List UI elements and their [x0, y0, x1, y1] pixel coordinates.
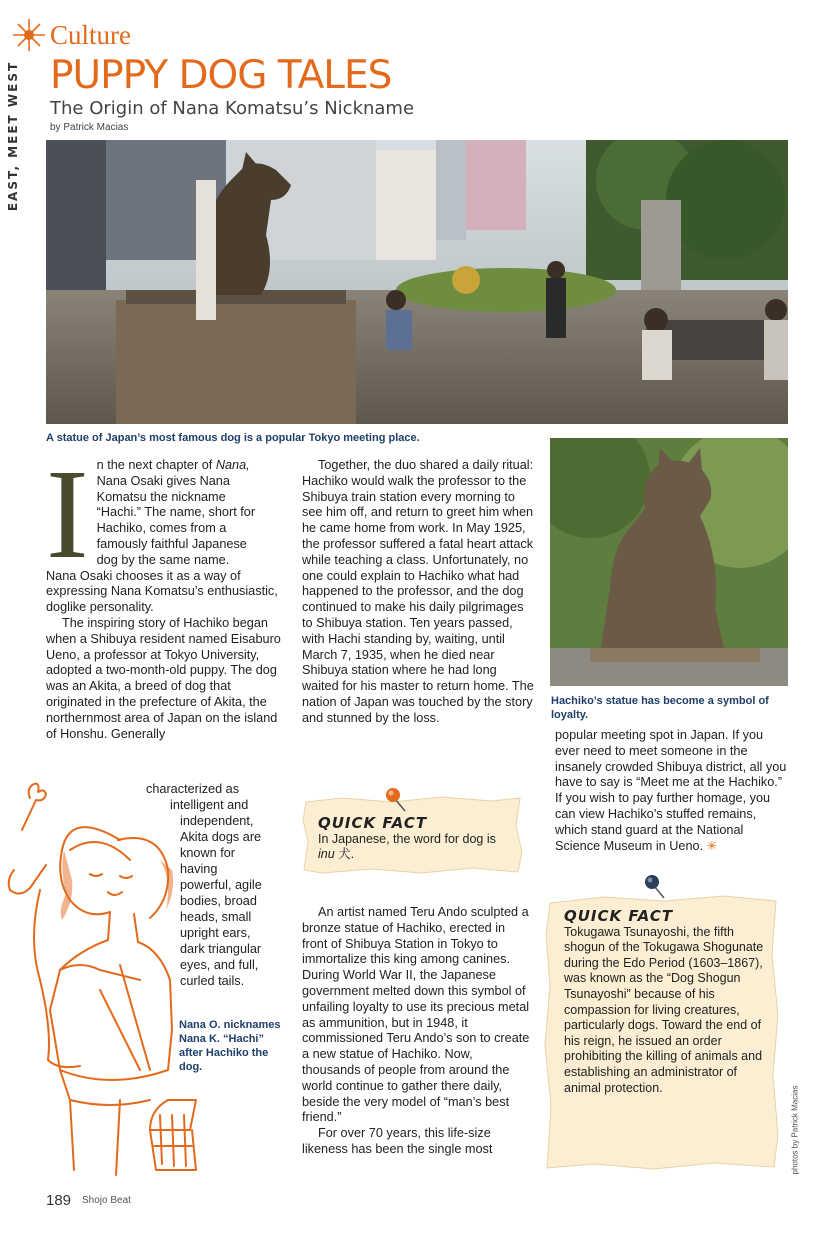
side-photo-hachiko-statue — [550, 438, 788, 686]
wrapped-line: Akita dogs are — [180, 830, 262, 844]
page-number: 189 — [46, 1192, 72, 1209]
section-label: Culture — [50, 19, 131, 50]
paragraph: Together, the duo shared a daily ritual: Hachiko would walk the professor to the Shibuya train station every morning to see him off, and return to greet him when he came home from work. In May 1925, the professor suffered a fatal heart attack while teaching a class. Unfortunately, no one could explain to Hachiko what had happened to the professor, and the dog continued to make his daily pilgrimages to Shibuya station. Ten years passed, with Hachi standing by, waiting, until March 7, 1935, when he died near Shibuya station where he had long waited for his master to return home. The nation of Japan was touched by the story and stunned by the loss. — [302, 458, 534, 725]
wrapped-line: characterized as — [146, 782, 240, 796]
wrapped-line: dark triangular — [180, 942, 262, 956]
sun-end-icon: ✳ — [706, 838, 718, 853]
article-column-1 — [46, 443, 282, 742]
wrapped-line: bodies, broad — [180, 894, 257, 908]
quick-fact-text: Tokugawa Tsunayoshi, the fifth shogun of the Tokugawa Shogunate during the Edo Period (1603–1867), was known as the “Dog Shogun Tsunayoshi” because of his compassion for living creatures, particularly dogs. Toward the end of his reign, he issued an order prohibiting the killing of animals and establishing an administrator of animal protection. — [564, 924, 764, 1095]
paragraph: An artist named Teru Ando sculpted a bronze statue of Hachiko, erected in front of Shibuya Station in Tokyo to immortalize this king among canines. During World War II, the Japanese government melted down this symbol of unfailing loyalty to use its precious metal as ammunition, but in 1948, it commissioned Teru Ando’s son to create a new statue of Hachiko. Now, thousands of people from around the world continue to gather there daily, beside the very model of “man’s best friend.” — [302, 905, 530, 1125]
magazine-name: Shojo Beat — [82, 1195, 131, 1206]
wrapped-line: eyes, and full, — [180, 958, 259, 972]
headline: PUPPY DOG TALES — [50, 53, 392, 98]
quick-fact-title: QUICK FACT — [564, 907, 674, 925]
article-column-2-continued — [302, 905, 534, 1158]
illustration-caption: Nana O. nicknames Nana K. “Hachi” after Hachiko the dog. — [179, 1019, 281, 1073]
side-photo-caption: Hachiko’s statue has become a symbol of loyalty. — [551, 695, 769, 721]
quick-fact-title: QUICK FACT — [318, 814, 428, 832]
paragraph: The inspiring story of Hachiko began when a Shibuya resident named Eisaburo Ueno, a professor at Tokyo University, adopted a two-month-old puppy. The dog was an Akita, a breed of dog that originated in the prefecture of Akita, the northernmost area of Japan on the island of Honshu. Generally — [46, 615, 281, 741]
wrapped-line: independent, — [180, 814, 254, 828]
quick-fact-text: In Japanese, the word for dog is inu 犬. — [318, 831, 496, 862]
wrapped-line: having — [180, 862, 218, 876]
wrapped-line: curled tails. — [180, 974, 245, 988]
intro-line-4: “Hachi.” The name, short for — [96, 505, 256, 520]
wrapped-line: known for — [180, 846, 236, 860]
intro-line-2: Nana Osaki gives Nana — [96, 473, 230, 488]
article-column-3 — [555, 728, 787, 854]
intro-line-7: dog by the same name. — [96, 552, 230, 567]
drop-cap: I — [46, 443, 89, 585]
section-header — [12, 18, 131, 52]
pushpin-icon — [642, 872, 670, 900]
wrapped-line: powerful, agile — [180, 878, 262, 892]
paragraph: Nana Osaki chooses it as a way of expressing Nana Komatsu’s enthusiastic, doglike personality. — [46, 568, 278, 615]
quick-fact-box — [544, 895, 780, 1170]
main-photo-hachiko-plaza — [46, 140, 788, 424]
intro-line-5: Hachiko, comes from a — [96, 521, 227, 536]
paragraph: popular meeting spot in Japan. If you ever need to meet someone in the insanely crowded Shibuya district, all you have to say is “Meet me at the Hachiko.” If you wish to pay further homage, you can view Hachiko’s stuffed remains, which stand guard at the National Science Museum in Ueno. ✳ — [555, 728, 787, 853]
intro-line-6: famously faithful Japanese — [96, 536, 247, 551]
wrapped-line: intelligent and — [170, 798, 249, 812]
wrapped-line: heads, small — [180, 910, 252, 924]
photo-credit: photos by Patrick Macias — [790, 1085, 800, 1175]
intro-line-3: Komatsu the nickname — [96, 489, 226, 504]
quick-fact-box — [302, 796, 524, 874]
byline: by Patrick Macias — [50, 122, 129, 133]
pushpin-icon — [383, 785, 411, 813]
nana-komatsu-illustration — [0, 770, 200, 1190]
article-column-2 — [302, 458, 534, 727]
side-section-label: EAST, MEET WEST — [6, 60, 20, 212]
wrapped-line: upright ears, — [180, 926, 251, 940]
sun-icon — [12, 18, 46, 52]
paragraph: For over 70 years, this life-size likeness has been the single most — [302, 1126, 493, 1156]
intro-line-1: n the next chapter of Nana, — [96, 458, 250, 472]
main-photo-caption: A statue of Japan’s most famous dog is a popular Tokyo meeting place. — [46, 432, 420, 444]
subhead: The Origin of Nana Komatsu’s Nickname — [50, 98, 415, 119]
